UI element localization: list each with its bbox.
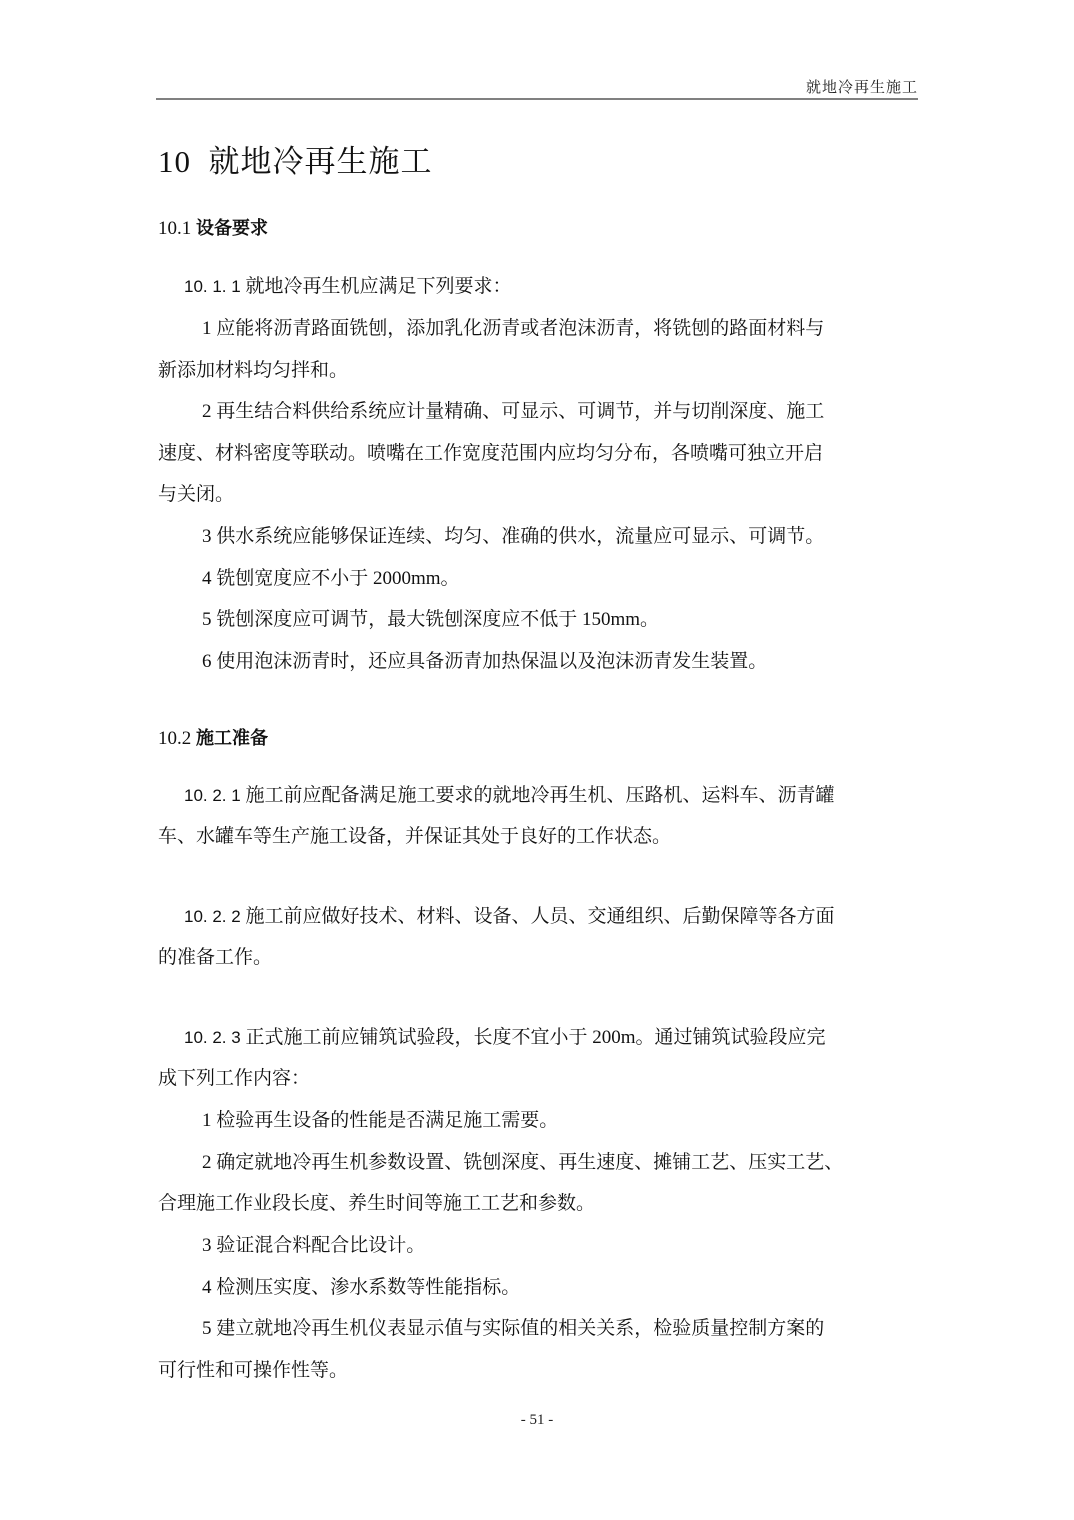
section-number: 10.1 (158, 218, 192, 239)
item-line: 5 铣刨深度应可调节，最大铣刨深度应不低于 150mm。 (202, 609, 660, 630)
clause-number: 10. 2. 2 (184, 907, 241, 926)
item-line: 4 检测压实度、渗水系数等性能指标。 (202, 1277, 521, 1298)
item-line: 新添加材料均匀拌和。 (158, 360, 349, 381)
item-line: 6 使用泡沫沥青时，还应具备沥青加热保温以及泡沫沥青发生装置。 (202, 651, 768, 672)
page-number: - 51 - (520, 1412, 554, 1428)
clause-10-2-3 (184, 1025, 826, 1051)
item-line: 速度、材料密度等联动。喷嘴在工作宽度范围内应均匀分布，各喷嘴可独立开启 (158, 443, 824, 464)
item-line: 1 应能将沥青路面铣刨，添加乳化沥青或者泡沫沥青，将铣刨的路面材料与 (202, 318, 825, 339)
clause-10-1-1 (184, 274, 511, 300)
clause-line: 车、水罐车等生产施工设备，并保证其处于良好的工作状态。 (158, 826, 672, 847)
running-header: 就地冷再生施工 (805, 80, 918, 96)
item-line: 4 铣刨宽度应不小于 2000mm。 (202, 568, 460, 589)
chapter-title: 就地冷再生施工 (208, 144, 433, 179)
chapter-number: 10 (158, 144, 191, 179)
clause-line: 的准备工作。 (158, 947, 273, 968)
clause-number: 10. 1. 1 (184, 277, 241, 296)
clause-number: 10. 2. 3 (184, 1028, 241, 1047)
section-title: 设备要求 (196, 218, 268, 239)
item-line: 3 供水系统应能够保证连续、均匀、准确的供水，流量应可显示、可调节。 (202, 526, 825, 547)
section-title: 施工准备 (196, 728, 268, 749)
item-line: 与关闭。 (158, 484, 235, 505)
clause-text: 就地冷再生机应满足下列要求： (245, 276, 512, 297)
section-heading-10-2 (158, 726, 268, 752)
header-divider (156, 98, 918, 100)
chapter-heading (158, 142, 433, 182)
clause-10-2-1 (184, 783, 834, 809)
clause-10-2-2 (184, 904, 834, 930)
clause-text: 施工前应做好技术、材料、设备、人员、交通组织、后勤保障等各方面 (245, 906, 835, 927)
item-line: 1 检验再生设备的性能是否满足施工需要。 (202, 1110, 559, 1131)
clause-text: 正式施工前应铺筑试验段，长度不宜小于 200m。通过铺筑试验段应完 (245, 1027, 826, 1048)
item-line: 2 再生结合料供给系统应计量精确、可显示、可调节，并与切削深度、施工 (202, 401, 825, 422)
item-line: 5 建立就地冷再生机仪表显示值与实际值的相关关系，检验质量控制方案的 (202, 1318, 825, 1339)
clause-text: 施工前应配备满足施工要求的就地冷再生机、压路机、运料车、沥青罐 (245, 785, 835, 806)
item-line: 3 验证混合料配合比设计。 (202, 1235, 426, 1256)
section-heading-10-1 (158, 216, 268, 242)
item-line: 2 确定就地冷再生机参数设置、铣刨深度、再生速度、摊铺工艺、压实工艺、 (202, 1152, 844, 1173)
item-line: 合理施工作业段长度、养生时间等施工工艺和参数。 (158, 1193, 596, 1214)
clause-line: 成下列工作内容： (158, 1068, 311, 1089)
clause-number: 10. 2. 1 (184, 786, 241, 805)
item-line: 可行性和可操作性等。 (158, 1360, 349, 1381)
section-number: 10.2 (158, 728, 192, 749)
